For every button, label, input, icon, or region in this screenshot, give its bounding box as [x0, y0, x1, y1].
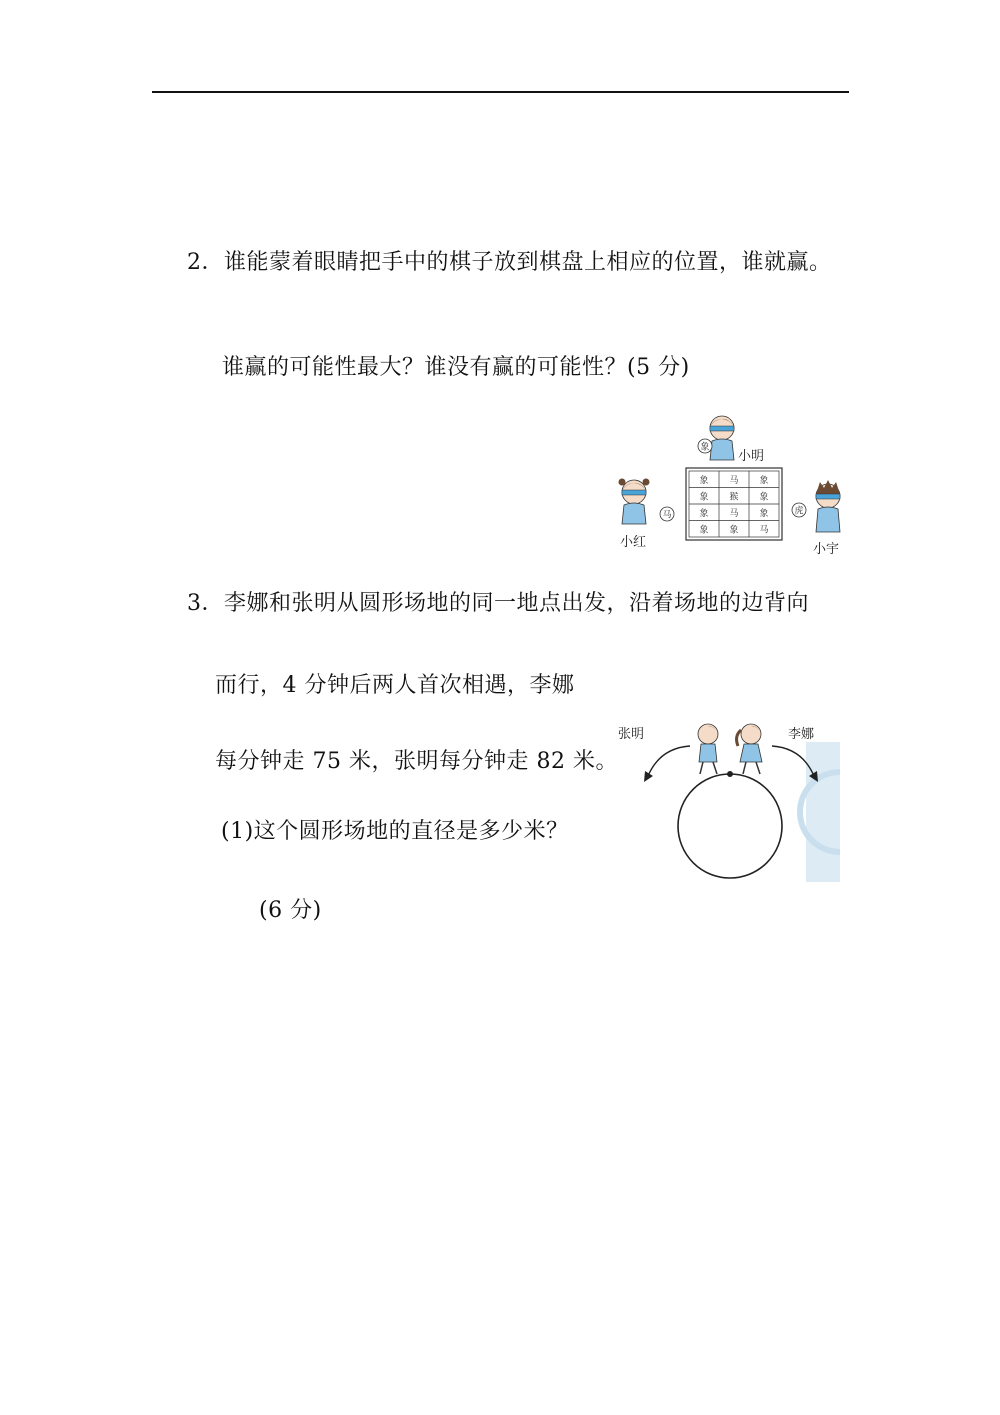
label-xiaoming: 小明 [738, 449, 765, 464]
board-cell: 象 [759, 476, 769, 486]
board-cell: 象 [699, 525, 709, 536]
board-cell: 猴 [729, 492, 739, 503]
label-xiaohong: 小红 [620, 535, 647, 550]
label-lina: 李娜 [788, 727, 815, 742]
child-xiaoyu-illustration [792, 480, 840, 532]
held-piece-left: 马 [662, 510, 672, 521]
child-xiaohong-illustration [619, 479, 675, 525]
child-xiaoming-illustration [698, 416, 734, 460]
question-3-score: (6 分) [259, 898, 322, 923]
board-cell: 象 [729, 525, 739, 536]
chess-board [686, 468, 782, 540]
board-cell: 象 [699, 509, 709, 519]
header-rule [152, 91, 849, 93]
board-cell: 象 [699, 476, 709, 486]
circular-field-figure [610, 712, 840, 882]
question-3-subquestion-1: (1)这个圆形场地的直径是多少米？ [221, 819, 569, 844]
held-piece-right: 虎 [794, 506, 804, 517]
chess-board-figure [610, 410, 850, 560]
question-2-line-1: 2．谁能蒙着眼睛把手中的棋子放到棋盘上相应的位置，谁就赢。 [187, 250, 832, 275]
board-cell: 马 [729, 509, 739, 519]
board-cell: 马 [759, 525, 769, 536]
circular-field [678, 774, 782, 878]
board-cell: 马 [729, 476, 739, 486]
board-cell: 象 [759, 509, 769, 519]
watermark [806, 742, 840, 882]
board-cell: 象 [699, 492, 709, 503]
start-point [727, 771, 733, 777]
held-piece-top: 象 [700, 442, 710, 453]
girl-lina-illustration [737, 724, 762, 774]
question-2-line-2: 谁赢的可能性最大？谁没有赢的可能性？(5 分) [222, 355, 690, 380]
arrow-counterclockwise-icon [648, 746, 690, 776]
question-3-line-2: 而行，4 分钟后两人首次相遇，李娜 [215, 673, 575, 698]
label-xiaoyu: 小宇 [813, 542, 840, 557]
question-3-line-1: 3．李娜和张明从圆形场地的同一地点出发，沿着场地的边背向 [187, 591, 809, 616]
label-zhangming: 张明 [618, 727, 645, 742]
board-cell: 象 [759, 492, 769, 503]
boy-zhangming-illustration [698, 724, 718, 774]
question-3-line-3: 每分钟走 75 米，张明每分钟走 82 米。 [215, 749, 618, 774]
